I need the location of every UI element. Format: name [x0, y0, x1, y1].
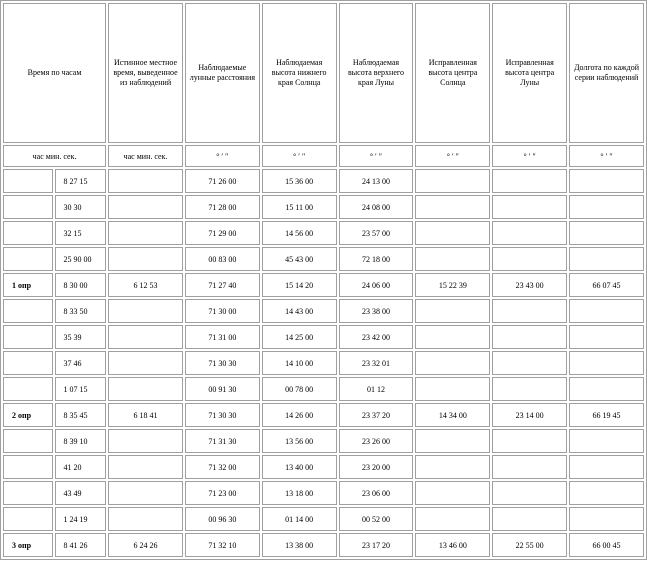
longitude-cell — [569, 299, 644, 323]
clock-time-cell: 1 24 19 — [55, 507, 107, 531]
moon-center-corrected-cell — [492, 325, 567, 349]
series-label — [3, 481, 53, 505]
series-label — [3, 299, 53, 323]
unit-longitude: ° ′ ″ — [569, 145, 644, 167]
lunar-distance-cell: 71 30 30 — [185, 403, 260, 427]
table-row — [3, 351, 644, 375]
sun-center-corrected-cell — [415, 221, 490, 245]
sun-lower-limb-cell: 14 26 00 — [262, 403, 337, 427]
clock-time-cell: 8 41 26 — [55, 533, 107, 557]
sun-lower-limb-cell: 13 56 00 — [262, 429, 337, 453]
longitude-cell: 66 07 45 — [569, 273, 644, 297]
series-label — [3, 325, 53, 349]
sun-center-corrected-cell — [415, 195, 490, 219]
series-label — [3, 195, 53, 219]
sun-lower-limb-cell: 14 43 00 — [262, 299, 337, 323]
true-local-time-cell — [108, 299, 183, 323]
sun-center-corrected-cell: 14 34 00 — [415, 403, 490, 427]
longitude-cell — [569, 481, 644, 505]
moon-upper-limb-cell: 24 06 00 — [339, 273, 414, 297]
header-sun-lower-limb: Наблюдаемая высота нижнего края Солнца — [262, 3, 337, 143]
moon-center-corrected-cell — [492, 351, 567, 375]
table-row — [3, 247, 644, 271]
moon-upper-limb-cell: 23 37 20 — [339, 403, 414, 427]
sun-center-corrected-cell — [415, 377, 490, 401]
header-moon-center-corrected: Исправленная высота центра Луны — [492, 3, 567, 143]
true-local-time-cell — [108, 455, 183, 479]
moon-center-corrected-cell — [492, 247, 567, 271]
true-local-time-cell: 6 18 41 — [108, 403, 183, 427]
clock-time-cell: 35 39 — [55, 325, 107, 349]
sun-lower-limb-cell: 15 36 00 — [262, 169, 337, 193]
longitude-cell — [569, 195, 644, 219]
sun-lower-limb-cell: 15 11 00 — [262, 195, 337, 219]
sun-lower-limb-cell: 14 25 00 — [262, 325, 337, 349]
header-row — [3, 3, 644, 143]
longitude-cell — [569, 429, 644, 453]
sun-center-corrected-cell — [415, 455, 490, 479]
moon-center-corrected-cell — [492, 455, 567, 479]
header-moon-upper-limb: Наблюдаемая высота верхнего края Луны — [339, 3, 414, 143]
moon-center-corrected-cell: 22 55 00 — [492, 533, 567, 557]
moon-center-corrected-cell — [492, 429, 567, 453]
clock-time-cell: 32 15 — [55, 221, 107, 245]
moon-upper-limb-cell: 23 57 00 — [339, 221, 414, 245]
clock-time-cell: 37 46 — [55, 351, 107, 375]
longitude-cell — [569, 247, 644, 271]
moon-center-corrected-cell: 23 43 00 — [492, 273, 567, 297]
sun-center-corrected-cell: 13 46 00 — [415, 533, 490, 557]
series-label — [3, 377, 53, 401]
sun-center-corrected-cell — [415, 299, 490, 323]
moon-upper-limb-cell: 23 06 00 — [339, 481, 414, 505]
table-row — [3, 377, 644, 401]
sun-center-corrected-cell — [415, 351, 490, 375]
moon-upper-limb-cell: 00 52 00 — [339, 507, 414, 531]
moon-upper-limb-cell: 72 18 00 — [339, 247, 414, 271]
moon-center-corrected-cell — [492, 169, 567, 193]
lunar-distance-cell: 71 30 00 — [185, 299, 260, 323]
longitude-cell — [569, 169, 644, 193]
series-label — [3, 169, 53, 193]
moon-upper-limb-cell: 23 20 00 — [339, 455, 414, 479]
sun-lower-limb-cell: 01 14 00 — [262, 507, 337, 531]
moon-upper-limb-cell: 23 38 00 — [339, 299, 414, 323]
moon-upper-limb-cell: 23 17 20 — [339, 533, 414, 557]
true-local-time-cell — [108, 169, 183, 193]
clock-time-cell: 8 33 50 — [55, 299, 107, 323]
sun-lower-limb-cell: 13 40 00 — [262, 455, 337, 479]
unit-moon-upper-limb: ° ′ ″ — [339, 145, 414, 167]
lunar-distance-cell: 71 29 00 — [185, 221, 260, 245]
sun-lower-limb-cell: 13 18 00 — [262, 481, 337, 505]
moon-upper-limb-cell: 24 13 00 — [339, 169, 414, 193]
table-row — [3, 195, 644, 219]
moon-upper-limb-cell: 23 42 00 — [339, 325, 414, 349]
moon-upper-limb-cell: 23 26 00 — [339, 429, 414, 453]
table-row — [3, 533, 644, 557]
moon-center-corrected-cell: 23 14 00 — [492, 403, 567, 427]
moon-center-corrected-cell — [492, 507, 567, 531]
clock-time-cell: 8 39 10 — [55, 429, 107, 453]
lunar-distance-cell: 00 91 30 — [185, 377, 260, 401]
longitude-cell — [569, 351, 644, 375]
series-label — [3, 247, 53, 271]
table-row — [3, 169, 644, 193]
moon-center-corrected-cell — [492, 221, 567, 245]
lunar-distance-cell: 71 26 00 — [185, 169, 260, 193]
sun-center-corrected-cell: 15 22 39 — [415, 273, 490, 297]
lunar-distance-cell: 00 83 00 — [185, 247, 260, 271]
longitude-cell — [569, 507, 644, 531]
sun-center-corrected-cell — [415, 429, 490, 453]
clock-time-cell: 1 07 15 — [55, 377, 107, 401]
unit-sun-center-corrected: ° ′ ″ — [415, 145, 490, 167]
sun-center-corrected-cell — [415, 507, 490, 531]
moon-center-corrected-cell — [492, 481, 567, 505]
lunar-distance-cell: 71 32 10 — [185, 533, 260, 557]
clock-time-cell: 8 27 15 — [55, 169, 107, 193]
sun-lower-limb-cell: 00 78 00 — [262, 377, 337, 401]
series-label — [3, 455, 53, 479]
table-row — [3, 299, 644, 323]
table-row — [3, 455, 644, 479]
longitude-cell — [569, 455, 644, 479]
longitude-cell — [569, 221, 644, 245]
sun-center-corrected-cell — [415, 325, 490, 349]
lunar-distance-cell: 71 28 00 — [185, 195, 260, 219]
longitude-cell — [569, 325, 644, 349]
series-label: 1 опр — [3, 273, 53, 297]
clock-time-cell: 25 90 00 — [55, 247, 107, 271]
series-label — [3, 351, 53, 375]
header-sun-center-corrected: Исправленная высота центра Солнца — [415, 3, 490, 143]
table-row — [3, 273, 644, 297]
table-row — [3, 325, 644, 349]
unit-true-local-time: час мин. сек. — [108, 145, 183, 167]
moon-center-corrected-cell — [492, 299, 567, 323]
moon-center-corrected-cell — [492, 195, 567, 219]
table-row — [3, 429, 644, 453]
unit-sun-lower-limb: ° ′ ″ — [262, 145, 337, 167]
true-local-time-cell — [108, 429, 183, 453]
true-local-time-cell — [108, 351, 183, 375]
true-local-time-cell — [108, 507, 183, 531]
true-local-time-cell — [108, 481, 183, 505]
moon-center-corrected-cell — [492, 377, 567, 401]
lunar-distance-cell: 71 30 30 — [185, 351, 260, 375]
series-label — [3, 221, 53, 245]
header-true-local-time: Истинное местное время, выведенное из наблюдений — [108, 3, 183, 143]
moon-upper-limb-cell: 01 12 — [339, 377, 414, 401]
table-row — [3, 481, 644, 505]
series-label — [3, 507, 53, 531]
true-local-time-cell: 6 12 53 — [108, 273, 183, 297]
header-lunar-distances: Наблюдаемые лунные расстояния — [185, 3, 260, 143]
longitude-cell: 66 19 45 — [569, 403, 644, 427]
longitude-cell: 66 00 45 — [569, 533, 644, 557]
lunar-distance-cell: 71 31 00 — [185, 325, 260, 349]
series-label — [3, 429, 53, 453]
lunar-distance-cell: 00 96 30 — [185, 507, 260, 531]
lunar-distance-cell: 71 32 00 — [185, 455, 260, 479]
table-row — [3, 403, 644, 427]
true-local-time-cell — [108, 325, 183, 349]
sun-lower-limb-cell: 15 14 20 — [262, 273, 337, 297]
series-label: 2 опр — [3, 403, 53, 427]
sun-lower-limb-cell: 13 38 00 — [262, 533, 337, 557]
lunar-distance-cell: 71 31 30 — [185, 429, 260, 453]
longitude-cell — [569, 377, 644, 401]
header-clock-time: Время по часам — [3, 3, 106, 143]
true-local-time-cell — [108, 247, 183, 271]
clock-time-cell: 41 20 — [55, 455, 107, 479]
unit-lunar-distances: ° ′ ″ — [185, 145, 260, 167]
moon-upper-limb-cell: 23 32 01 — [339, 351, 414, 375]
true-local-time-cell — [108, 195, 183, 219]
sun-lower-limb-cell: 45 43 00 — [262, 247, 337, 271]
series-label: 3 опр — [3, 533, 53, 557]
true-local-time-cell — [108, 221, 183, 245]
unit-moon-center-corrected: ° ′ ″ — [492, 145, 567, 167]
sun-center-corrected-cell — [415, 247, 490, 271]
clock-time-cell: 43 49 — [55, 481, 107, 505]
units-row — [3, 145, 644, 167]
clock-time-cell: 30 30 — [55, 195, 107, 219]
sun-lower-limb-cell: 14 56 00 — [262, 221, 337, 245]
moon-upper-limb-cell: 24 08 00 — [339, 195, 414, 219]
clock-time-cell: 8 35 45 — [55, 403, 107, 427]
true-local-time-cell: 6 24 26 — [108, 533, 183, 557]
sun-center-corrected-cell — [415, 169, 490, 193]
sun-center-corrected-cell — [415, 481, 490, 505]
lunar-distance-cell: 71 23 00 — [185, 481, 260, 505]
header-longitude: Долгота по каждой серии наблюдений — [569, 3, 644, 143]
unit-clock-time: час мин. сек. — [3, 145, 106, 167]
clock-time-cell: 8 30 00 — [55, 273, 107, 297]
table-row — [3, 507, 644, 531]
sun-lower-limb-cell: 14 10 00 — [262, 351, 337, 375]
true-local-time-cell — [108, 377, 183, 401]
table-row — [3, 221, 644, 245]
lunar-distance-cell: 71 27 40 — [185, 273, 260, 297]
